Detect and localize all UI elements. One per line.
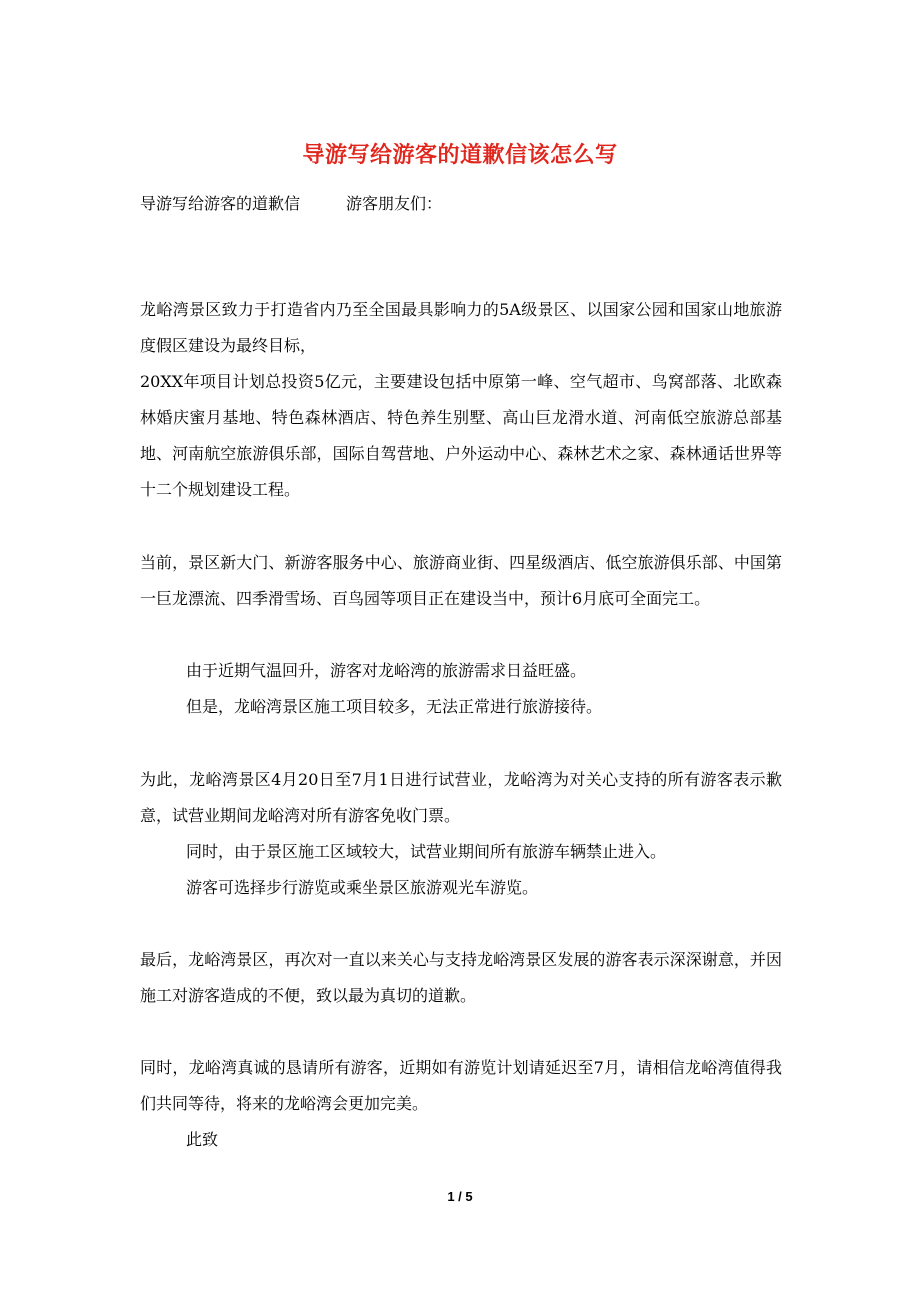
paragraph: 同时，由于景区施工区域较大，试营业期间所有旅游车辆禁止进入。 [186, 842, 667, 861]
document-title: 导游写给游客的道歉信该怎么写 [302, 142, 618, 168]
page-number: 1 / 5 [447, 1189, 473, 1204]
paragraph: 20XX年项目计划总投资5亿元，主要建设包括中原第一峰、空气超市、鸟窝部落、北欧森林婚庆蜜月基地、特色森林酒店、特色养生别墅、高山巨龙滑水道、河南低空旅游总部基地、河南航空旅游俱乐部，国际自驾营地、户外运动中心、森林艺术之家、森林通话世界等十二个规划建设工程。 [140, 372, 782, 499]
paragraph: 同时，龙峪湾真诚的恳请所有游客，近期如有游览计划请延迟至7月，请相信龙峪湾值得我们共同等待，将来的龙峪湾会更加完美。 [140, 1058, 782, 1113]
paragraph: 为此，龙峪湾景区4月20日至7月1日进行试营业，龙峪湾为对关心支持的所有游客表示歉意，试营业期间龙峪湾对所有游客免收门票。 [140, 770, 782, 825]
paragraph: 此致 [186, 1130, 219, 1149]
paragraph: 当前，景区新大门、新游客服务中心、旅游商业街、四星级酒店、低空旅游俱乐部、中国第一巨龙漂流、四季滑雪场、百鸟园等项目正在建设当中，预计6月底可全面完工。 [140, 553, 782, 608]
greeting-line [140, 191, 442, 214]
paragraph: 最后，龙峪湾景区，再次对一直以来关心与支持龙峪湾景区发展的游客表示深深谢意，并因施工对游客造成的不便，致以最为真切的道歉。 [140, 950, 782, 1005]
paragraph: 由于近期气温回升，游客对龙峪湾的旅游需求日益旺盛。 [186, 661, 587, 680]
paragraph: 游客可选择步行游览或乘坐景区旅游观光车游览。 [186, 878, 539, 897]
paragraph: 龙峪湾景区致力于打造省内乃至全国最具影响力的5A级景区、以国家公园和国家山地旅游度假区建设为最终目标， [140, 300, 782, 355]
paragraph: 但是，龙峪湾景区施工项目较多，无法正常进行旅游接待。 [186, 697, 603, 716]
greeting-salutation: 游客朋友们： [346, 194, 443, 213]
greeting-subject: 导游写给游客的道歉信 [140, 194, 301, 213]
